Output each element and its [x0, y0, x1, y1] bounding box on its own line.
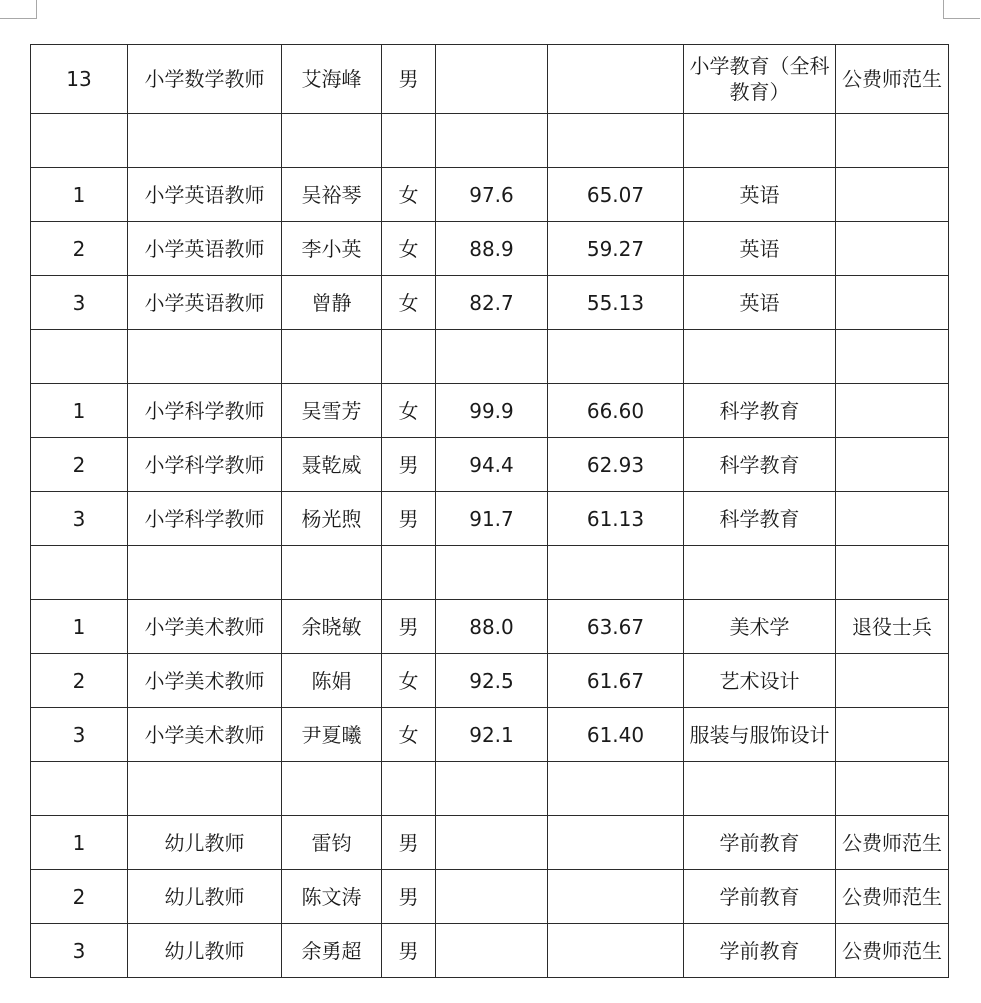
major-cell: 科学教育: [684, 492, 836, 546]
name-cell: 李小英: [282, 222, 382, 276]
seq-cell: 3: [31, 708, 128, 762]
table-row: [31, 276, 949, 330]
name-cell: 雷钧: [282, 816, 382, 870]
note-cell: [836, 762, 949, 816]
gender-cell: [382, 546, 436, 600]
gender-cell: 男: [382, 870, 436, 924]
name-cell: 杨光煦: [282, 492, 382, 546]
score-b-cell: 55.13: [548, 276, 684, 330]
score-b-cell: 61.67: [548, 654, 684, 708]
score-a-cell: [436, 762, 548, 816]
name-cell: 尹夏曦: [282, 708, 382, 762]
major-cell: 科学教育: [684, 384, 836, 438]
table-row: [31, 222, 949, 276]
note-cell: [836, 438, 949, 492]
table-row: [31, 708, 949, 762]
gender-cell: 男: [382, 924, 436, 978]
score-a-cell: 97.6: [436, 168, 548, 222]
seq-cell: [31, 762, 128, 816]
score-b-cell: 59.27: [548, 222, 684, 276]
score-a-cell: [436, 114, 548, 168]
seq-cell: 1: [31, 600, 128, 654]
major-cell: 学前教育: [684, 870, 836, 924]
major-cell: 小学教育（全科教育）: [684, 45, 836, 114]
major-cell: [684, 114, 836, 168]
score-b-cell: 61.13: [548, 492, 684, 546]
table-row: [31, 924, 949, 978]
name-cell: 吴裕琴: [282, 168, 382, 222]
gender-cell: 女: [382, 276, 436, 330]
major-cell: [684, 330, 836, 384]
score-b-cell: [548, 330, 684, 384]
gender-cell: 女: [382, 168, 436, 222]
gender-cell: 女: [382, 384, 436, 438]
major-cell: 艺术设计: [684, 654, 836, 708]
table-row: [31, 816, 949, 870]
name-cell: 曾静: [282, 276, 382, 330]
name-cell: [282, 546, 382, 600]
table-row: [31, 45, 949, 114]
position-cell: 小学英语教师: [128, 222, 282, 276]
score-a-cell: [436, 546, 548, 600]
table-row: [31, 600, 949, 654]
seq-cell: 2: [31, 654, 128, 708]
table-row: [31, 384, 949, 438]
table-body: [31, 45, 949, 978]
score-b-cell: [548, 546, 684, 600]
gender-cell: [382, 762, 436, 816]
gender-cell: 男: [382, 45, 436, 114]
major-cell: 学前教育: [684, 816, 836, 870]
seq-cell: 1: [31, 384, 128, 438]
blank-separator-row: [31, 546, 949, 600]
score-b-cell: 66.60: [548, 384, 684, 438]
position-cell: 小学科学教师: [128, 492, 282, 546]
table-row: [31, 168, 949, 222]
table-row: [31, 492, 949, 546]
score-a-cell: 92.1: [436, 708, 548, 762]
table-row: [31, 654, 949, 708]
score-a-cell: 99.9: [436, 384, 548, 438]
major-cell: 英语: [684, 276, 836, 330]
note-cell: 公费师范生: [836, 924, 949, 978]
name-cell: 陈文涛: [282, 870, 382, 924]
major-cell: 英语: [684, 222, 836, 276]
name-cell: 吴雪芳: [282, 384, 382, 438]
name-cell: 陈娟: [282, 654, 382, 708]
gender-cell: [382, 114, 436, 168]
seq-cell: 13: [31, 45, 128, 114]
score-a-cell: 91.7: [436, 492, 548, 546]
gender-cell: 男: [382, 816, 436, 870]
note-cell: [836, 492, 949, 546]
major-cell: 科学教育: [684, 438, 836, 492]
name-cell: [282, 330, 382, 384]
position-cell: 幼儿教师: [128, 816, 282, 870]
position-cell: 小学美术教师: [128, 600, 282, 654]
position-cell: 小学科学教师: [128, 438, 282, 492]
score-a-cell: [436, 330, 548, 384]
blank-separator-row: [31, 114, 949, 168]
position-cell: 小学英语教师: [128, 168, 282, 222]
gender-cell: 男: [382, 438, 436, 492]
seq-cell: [31, 546, 128, 600]
position-cell: 小学英语教师: [128, 276, 282, 330]
major-cell: [684, 546, 836, 600]
major-cell: [684, 762, 836, 816]
score-a-cell: 94.4: [436, 438, 548, 492]
score-a-cell: 82.7: [436, 276, 548, 330]
seq-cell: 2: [31, 870, 128, 924]
name-cell: 聂乾威: [282, 438, 382, 492]
note-cell: 公费师范生: [836, 870, 949, 924]
name-cell: 艾海峰: [282, 45, 382, 114]
position-cell: 小学科学教师: [128, 384, 282, 438]
note-cell: [836, 654, 949, 708]
major-cell: 英语: [684, 168, 836, 222]
seq-cell: 2: [31, 438, 128, 492]
position-cell: 小学数学教师: [128, 45, 282, 114]
gender-cell: 男: [382, 600, 436, 654]
blank-separator-row: [31, 762, 949, 816]
crop-mark-top-right: [943, 0, 980, 19]
note-cell: [836, 546, 949, 600]
crop-mark-top-left: [0, 0, 37, 19]
score-a-cell: 88.0: [436, 600, 548, 654]
teacher-roster-table: [30, 44, 949, 978]
major-cell: 学前教育: [684, 924, 836, 978]
position-cell: [128, 114, 282, 168]
score-b-cell: [548, 114, 684, 168]
score-b-cell: 65.07: [548, 168, 684, 222]
table-row: [31, 870, 949, 924]
seq-cell: 3: [31, 492, 128, 546]
score-a-cell: [436, 924, 548, 978]
name-cell: 余晓敏: [282, 600, 382, 654]
gender-cell: 女: [382, 222, 436, 276]
position-cell: 幼儿教师: [128, 924, 282, 978]
major-cell: 服装与服饰设计: [684, 708, 836, 762]
score-b-cell: [548, 816, 684, 870]
note-cell: 公费师范生: [836, 816, 949, 870]
major-cell: 美术学: [684, 600, 836, 654]
seq-cell: 1: [31, 168, 128, 222]
note-cell: 公费师范生: [836, 45, 949, 114]
note-cell: [836, 384, 949, 438]
note-cell: 退役士兵: [836, 600, 949, 654]
name-cell: [282, 762, 382, 816]
note-cell: [836, 168, 949, 222]
position-cell: 小学美术教师: [128, 654, 282, 708]
gender-cell: 男: [382, 492, 436, 546]
note-cell: [836, 114, 949, 168]
score-a-cell: [436, 816, 548, 870]
seq-cell: 2: [31, 222, 128, 276]
name-cell: [282, 114, 382, 168]
score-b-cell: 62.93: [548, 438, 684, 492]
note-cell: [836, 276, 949, 330]
gender-cell: 女: [382, 654, 436, 708]
score-a-cell: 88.9: [436, 222, 548, 276]
seq-cell: 1: [31, 816, 128, 870]
seq-cell: [31, 330, 128, 384]
score-b-cell: 61.40: [548, 708, 684, 762]
position-cell: [128, 330, 282, 384]
score-a-cell: 92.5: [436, 654, 548, 708]
position-cell: [128, 762, 282, 816]
position-cell: [128, 546, 282, 600]
score-a-cell: [436, 870, 548, 924]
seq-cell: 3: [31, 924, 128, 978]
score-b-cell: [548, 924, 684, 978]
score-b-cell: [548, 762, 684, 816]
position-cell: 幼儿教师: [128, 870, 282, 924]
note-cell: [836, 222, 949, 276]
position-cell: 小学美术教师: [128, 708, 282, 762]
score-a-cell: [436, 45, 548, 114]
table-row: [31, 438, 949, 492]
gender-cell: [382, 330, 436, 384]
gender-cell: 女: [382, 708, 436, 762]
note-cell: [836, 708, 949, 762]
seq-cell: [31, 114, 128, 168]
seq-cell: 3: [31, 276, 128, 330]
note-cell: [836, 330, 949, 384]
score-b-cell: [548, 45, 684, 114]
score-b-cell: 63.67: [548, 600, 684, 654]
name-cell: 余勇超: [282, 924, 382, 978]
score-b-cell: [548, 870, 684, 924]
blank-separator-row: [31, 330, 949, 384]
